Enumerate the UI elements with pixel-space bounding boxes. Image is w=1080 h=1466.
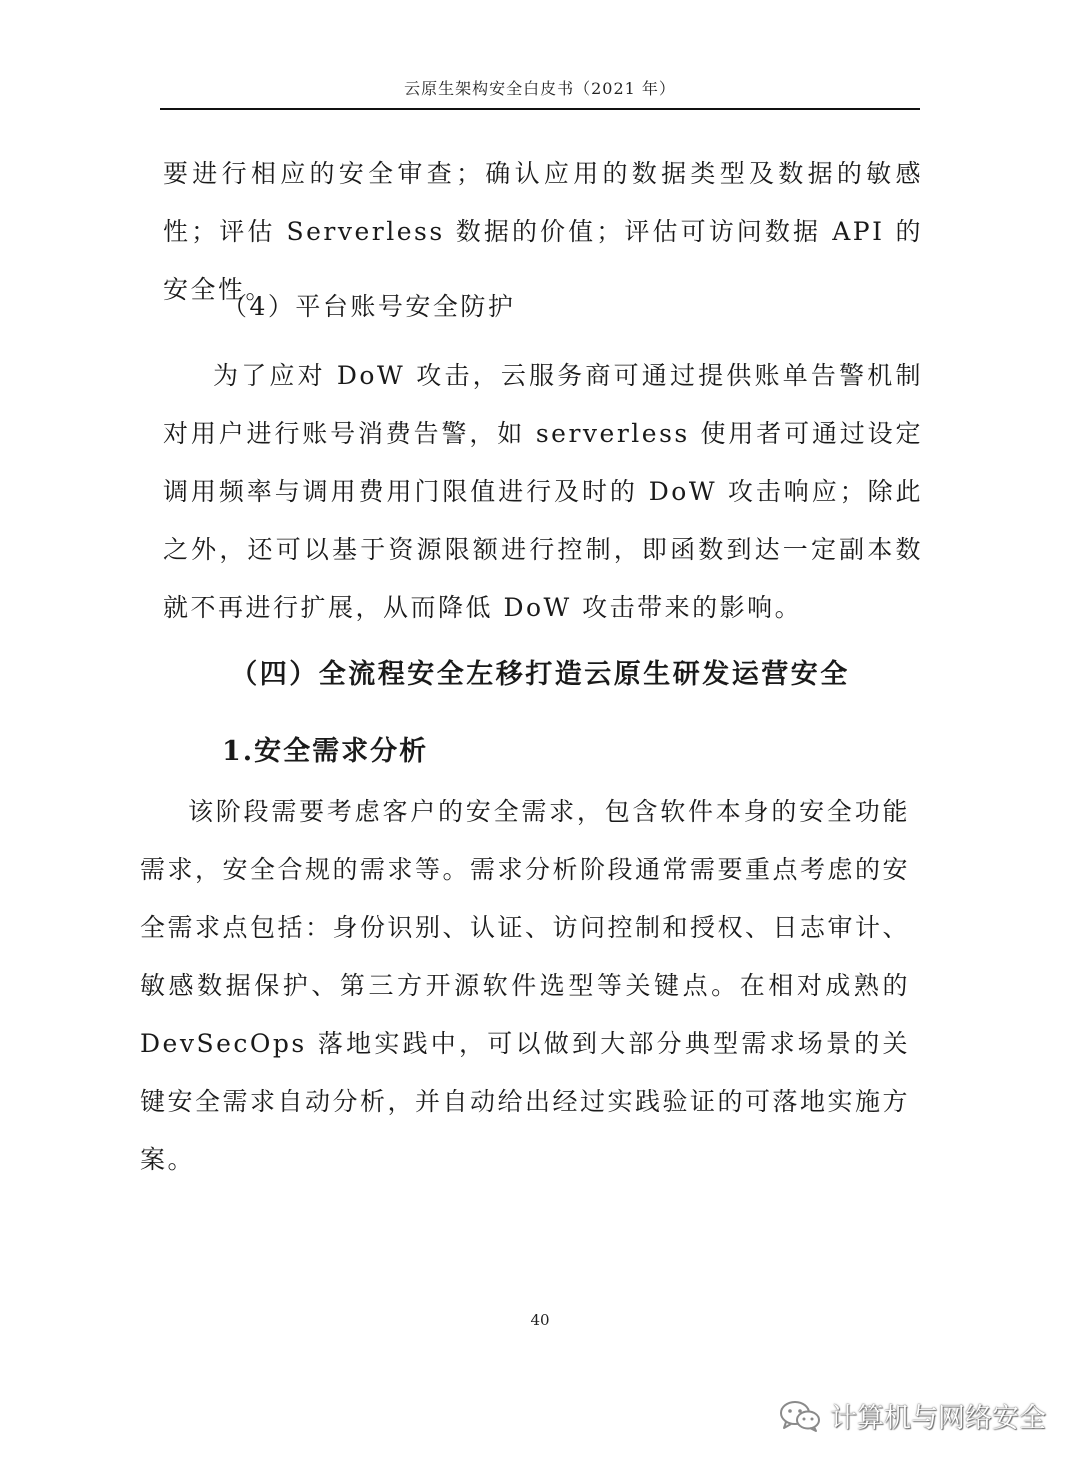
wechat-icon [778, 1399, 822, 1433]
subheading-platform-account-security: （4）平台账号安全防护 [222, 292, 516, 321]
page-number: 40 [530, 1311, 550, 1329]
section-heading-shift-left: （四）全流程安全左移打造云原生研发运营安全 [230, 659, 850, 690]
watermark [778, 1396, 1046, 1435]
running-header: 云原生架构安全白皮书（2021 年） [404, 79, 676, 98]
watermark-text: 计算机与网络安全 [830, 1403, 1046, 1434]
subsection-heading-requirements-analysis: 1.安全需求分析 [222, 736, 429, 767]
paragraph-data-security-review: 要进行相应的安全审查；确认应用的数据类型及数据的敏感性；评估 Serverless 数据的价值；评估可访问数据 API 的安全性。 [163, 159, 923, 304]
paragraph-security-requirements: 该阶段需要考虑客户的安全需求，包含软件本身的安全功能需求，安全合规的需求等。需求分析阶段通常需要重点考虑的安全需求点包括：身份识别、认证、访问控制和授权、日志审计、敏感数据保护、第三方开源软件选型等关键点。在相对成熟的 DevSecOps 落地实践中，可以做到大部分典型需求场景的关键安全需求自动分析，并自动给出经过实践验证的可落地实施方案。 [140, 797, 911, 1174]
paragraph-dow-attack-defense: 为了应对 DoW 攻击，云服务商可通过提供账单告警机制对用户进行账号消费告警，如 serverless 使用者可通过设定调用频率与调用费用门限值进行及时的 DoW 攻击响应；除此之外，还可以基于资源限额进行控制，即函数到达一定副本数就不再进行扩展，从而降低 DoW 攻击带来的影响。 [163, 361, 923, 622]
header-divider [160, 108, 920, 110]
